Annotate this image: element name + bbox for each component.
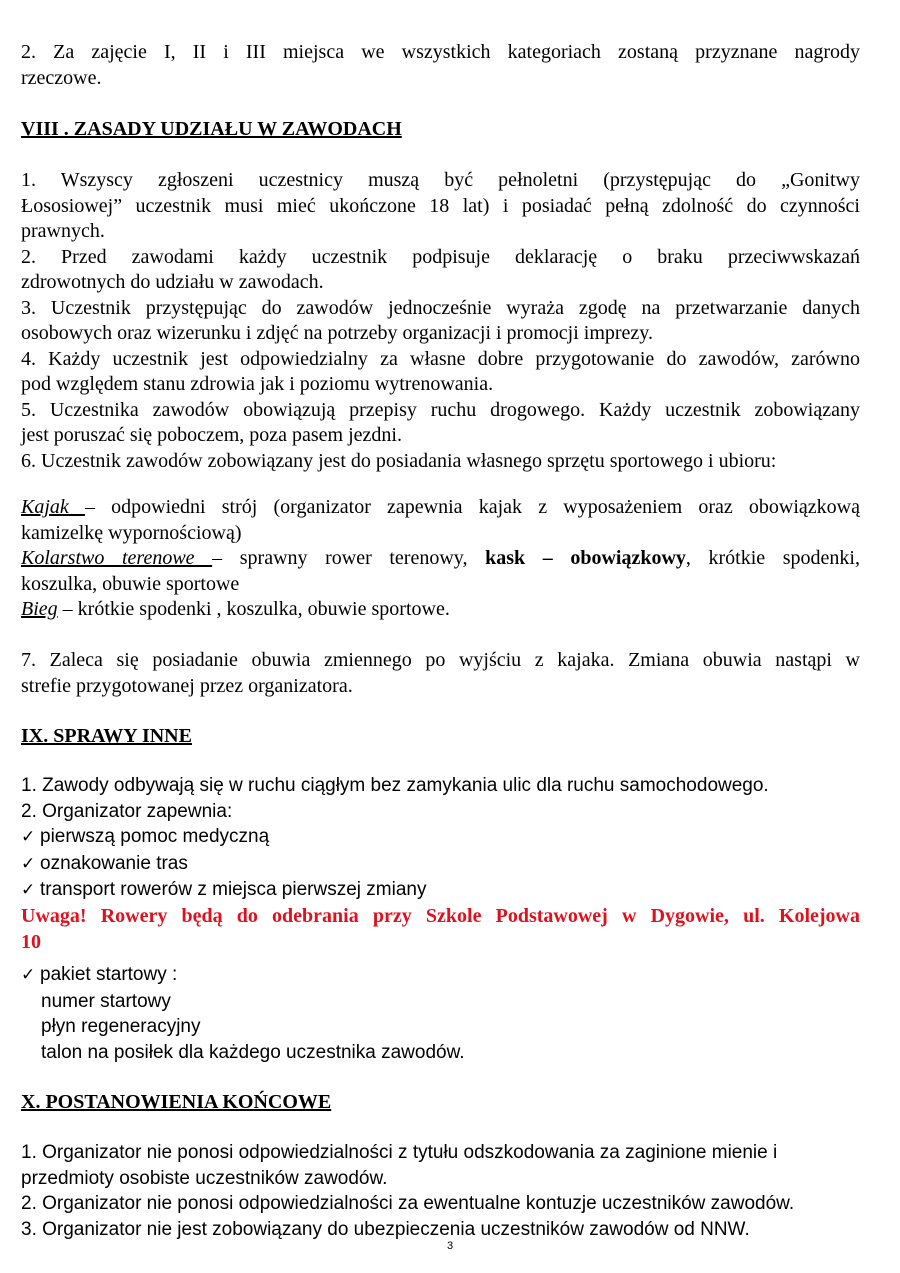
- text-line: 6. Uczestnik zawodów zobowiązany jest do posiadania własnego sprzętu sportowego i ubioru:: [21, 449, 777, 472]
- text-line: 4. Każdy uczestnik jest odpowiedzialny za własne dobre przygotowanie do zawodów, zarówno: [21, 347, 860, 370]
- text-line: 5. Uczestnika zawodów obowiązują przepisy ruchu drogowego. Każdy uczestnik zobowiązany: [21, 398, 860, 421]
- text-line: zdrowotnych do udziału w zawodach.: [21, 271, 324, 293]
- provision-item: [21, 824, 860, 851]
- package-item: talon na posiłek dla każdego uczestnika zawodów.: [41, 1041, 465, 1063]
- text-line: Łososiowej” uczestnik musi mieć ukończone 18 lat) i posiadać pełną zdolność do czynności: [21, 194, 860, 217]
- kajak-text: – odpowiedni strój (organizator zapewnia kajak z wyposażeniem oraz obowiązkową: [84, 496, 860, 518]
- page-number: 3: [446, 1240, 454, 1252]
- bieg-label: Bieg: [21, 598, 58, 620]
- section-heading-ix: IX. SPRAWY INNE: [21, 725, 192, 747]
- text-line: 1. Wszyscy zgłoszeni uczestnicy muszą być pełnoletni (przystępując do „Gonitwy: [21, 169, 860, 191]
- kolarstwo-text-end: , krótkie spodenki,: [685, 547, 860, 569]
- text-line: 2. Organizator zapewnia:: [21, 800, 233, 822]
- provision-label: oznakowanie tras: [40, 852, 188, 874]
- provision-item: [21, 877, 860, 904]
- text-line: 2. Za zajęcie I, II i III miejsca we wszystkich kategoriach zostaną przyznane nagrody: [21, 41, 860, 63]
- helmet-required: kask – obowiązkowy: [485, 547, 686, 569]
- prize-paragraph: [21, 40, 860, 91]
- shoe-paragraph: [21, 648, 860, 699]
- text-line: 3. Uczestnik przystępując do zawodów jednocześnie wyraża zgodę na przetwarzanie danych: [21, 296, 860, 319]
- kolarstwo-label: Kolarstwo terenowe: [21, 547, 213, 569]
- package-item: numer startowy: [41, 990, 171, 1012]
- equipment-kolarstwo: [21, 546, 860, 572]
- text-line: strefie przygotowanej przez organizatora.: [21, 674, 353, 697]
- checkmark-icon: ✓: [21, 880, 36, 900]
- checkmark-icon: ✓: [21, 853, 36, 874]
- text-line: kamizelkę wypornościową): [21, 521, 242, 544]
- text-line: 2. Przed zawodami każdy uczestnik podpisuje deklarację o braku przeciwwskazań: [21, 245, 860, 268]
- equipment-bieg: [21, 597, 860, 623]
- kolarstwo-text: – sprawny rower terenowy,: [212, 547, 486, 569]
- other-matters: [21, 773, 860, 904]
- checkmark-icon: ✓: [21, 965, 36, 985]
- text-line: przedmioty osobiste uczestników zawodów.: [21, 1167, 388, 1189]
- warning-line: 10: [21, 930, 41, 953]
- text-line: 7. Zaleca się posiadanie obuwia zmiennego po wyjściu z kajaka. Zmiana obuwia nastąpi w: [21, 649, 860, 671]
- bieg-text: – krótkie spodenki , koszulka, obuwie sportowe.: [57, 598, 450, 620]
- text-line: koszulka, obuwie sportowe: [21, 572, 240, 595]
- checkmark-icon: ✓: [21, 827, 36, 847]
- text-line: 1. Zawody odbywają się w ruchu ciągłym bez zamykania ulic dla ruchu samochodowego.: [21, 775, 769, 796]
- provision-item: [21, 962, 860, 989]
- provision-label: transport rowerów z miejsca pierwszej zmiany: [40, 879, 427, 900]
- package-item: płyn regeneracyjny: [41, 1016, 201, 1037]
- warning-line: Uwaga! Rowery będą do odebrania przy Szkole Podstawowej w Dygowie, ul. Kolejowa: [21, 905, 860, 927]
- section-heading-viii: VIII . ZASADY UDZIAŁU W ZAWODACH: [21, 118, 402, 140]
- text-line: 1. Organizator nie ponosi odpowiedzialności z tytułu odszkodowania za zaginione mienie i: [21, 1142, 778, 1163]
- text-line: osobowych oraz wizerunku i zdjęć na potrzeby organizacji i promocji imprezy.: [21, 322, 653, 344]
- text-line: 2. Organizator nie ponosi odpowiedzialności za ewentualne kontuzje uczestników zawodów.: [21, 1193, 795, 1214]
- kajak-label: Kajak: [21, 496, 85, 518]
- text-line: 3. Organizator nie jest zobowiązany do ubezpieczenia uczestników zawodów od NNW.: [21, 1218, 750, 1240]
- rules-list: [21, 168, 860, 474]
- section-heading-x: X. POSTANOWIENIA KOŃCOWE: [21, 1091, 332, 1113]
- provision-label: pierwszą pomoc medyczną: [40, 826, 270, 847]
- text-line: prawnych.: [21, 220, 105, 242]
- warning-notice: [21, 904, 860, 955]
- equipment-kajak: [21, 495, 860, 521]
- start-package: [21, 962, 860, 1065]
- provision-item: [21, 851, 860, 878]
- text-line: rzeczowe.: [21, 66, 102, 89]
- provision-label: pakiet startowy :: [40, 964, 178, 985]
- final-provisions: [21, 1140, 860, 1242]
- text-line: jest poruszać się poboczem, poza pasem jezdni.: [21, 424, 402, 446]
- equipment-list: [21, 495, 860, 623]
- text-line: pod względem stanu zdrowia jak i poziomu wytrenowania.: [21, 373, 494, 395]
